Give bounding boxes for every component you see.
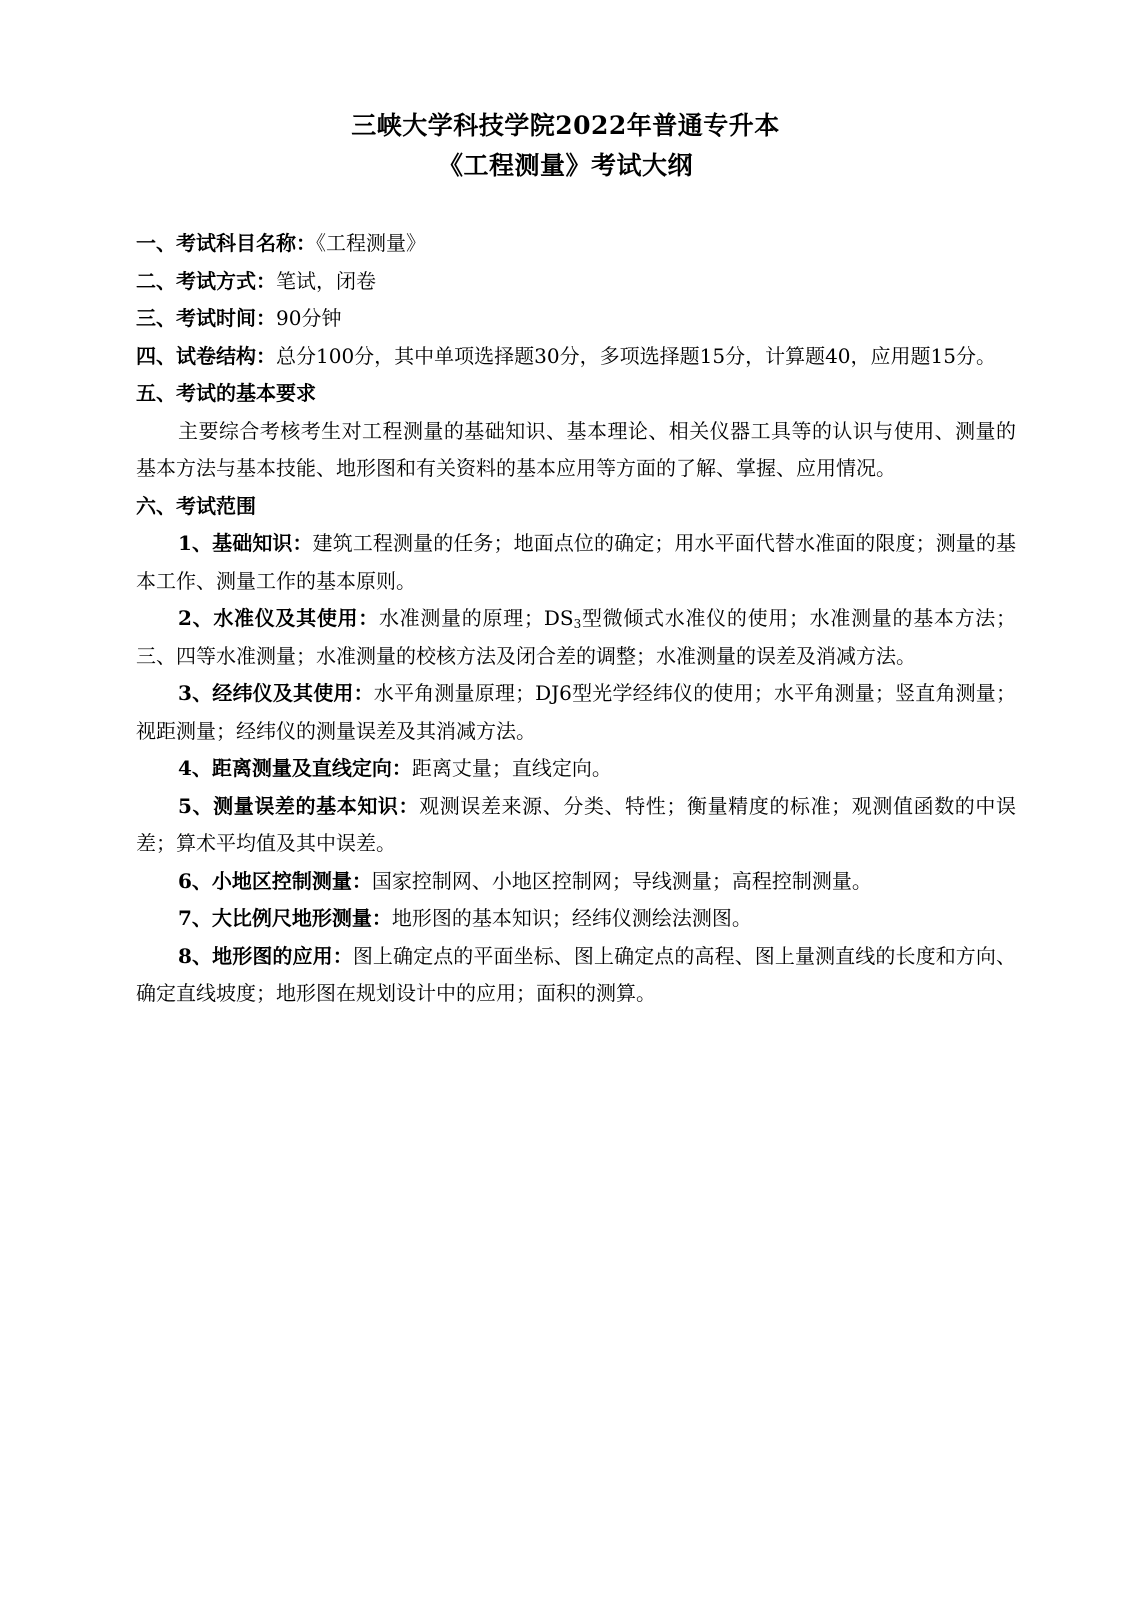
scope-section-5 <box>136 788 1016 863</box>
item-structure-label: 四、试卷结构： <box>136 343 276 368</box>
item-method-value: 笔试，闭卷 <box>276 268 376 293</box>
scope-section-6 <box>136 863 1016 901</box>
item-subject-label: 一、考试科目名称： <box>136 231 316 255</box>
scope-section-text: 图上确定点的平面坐标、图上确定点的高程、图上量测直线的长度和方向、确定直线坡度；地形图在规划设计中的应用；面积的测算。 <box>136 943 1016 1005</box>
scope-section-label: 6、小地区控制测量： <box>178 868 372 893</box>
scope-section-text: 地形图的基本知识；经纬仪测绘法测图。 <box>391 906 752 930</box>
document-body <box>136 225 1016 1013</box>
document-title <box>0 106 1131 186</box>
item-structure <box>136 338 1016 376</box>
ds-subscript: 3 <box>573 617 582 631</box>
scope-section-label: 4、距离测量及直线定向： <box>178 756 412 780</box>
scope-section-label: 8、地形图的应用： <box>178 943 353 968</box>
scope-section-3 <box>136 675 1016 750</box>
scope-section-label: 1、基础知识： <box>178 531 313 555</box>
requirements-text: 主要综合考核考生对工程测量的基础知识、基本理论、相关仪器工具等的认识与使用、测量的基本方法与基本技能、地形图和有关资料的基本应用等方面的了解、掌握、应用情况。 <box>136 418 1016 480</box>
scope-section-text: 距离丈量；直线定向。 <box>411 756 612 780</box>
scope-section-2 <box>136 600 1016 675</box>
item-subject <box>136 225 1016 263</box>
scope-section-text: 建筑工程测量的任务；地面点位的确定；用水平面代替水准面的限度；测量的基本工作、测量工作的基本原则。 <box>136 531 1017 593</box>
scope-section-4 <box>136 750 1016 788</box>
scope-section-text: 水平角测量原理；DJ6型光学经纬仪的使用；水平角测量；竖直角测量；视距测量；经纬仪的测量误差及其消减方法。 <box>136 681 1016 743</box>
item-time-label: 三、考试时间： <box>136 306 276 330</box>
item-time <box>136 300 1016 338</box>
scope-section-8 <box>136 938 1016 1013</box>
scope-section-text: 水准测量的原理；DS <box>378 606 574 630</box>
scope-section-label: 7、大比例尺地形测量： <box>178 906 392 930</box>
title-line-2: 《工程测量》考试大纲 <box>437 151 693 180</box>
scope-heading: 六、考试范围 <box>136 493 256 518</box>
scope-section-text-cont: 型微倾式水准仪的使用；水准测量的基本方法；三、四等水准测量；水准测量的校核方法及闭合差的调整；水准测量的误差及消减方法。 <box>136 606 1016 668</box>
item-method-label: 二、考试方式： <box>136 268 276 293</box>
item-structure-value: 总分100分，其中单项选择题30分，多项选择题15分，计算题40，应用题15分。 <box>276 343 996 368</box>
scope-section-1 <box>136 525 1016 600</box>
requirements-heading: 五、考试的基本要求 <box>136 381 316 405</box>
scope-section-label: 3、经纬仪及其使用： <box>178 681 374 705</box>
scope-section-7 <box>136 900 1016 938</box>
item-method <box>136 263 1016 301</box>
scope-section-label: 5、测量误差的基本知识： <box>178 793 420 818</box>
scope-section-text: 观测误差来源、分类、特性；衡量精度的标准；观测值函数的中误差；算术平均值及其中误差。 <box>136 793 1016 855</box>
scope-section-text: 国家控制网、小地区控制网；导线测量；高程控制测量。 <box>371 868 872 893</box>
scope-section-label: 2、水准仪及其使用： <box>178 606 379 630</box>
title-line-1: 三峡大学科技学院2022年普通专升本 <box>351 111 780 140</box>
item-time-value: 90分钟 <box>276 306 342 330</box>
item-subject-value: 《工程测量》 <box>316 231 426 255</box>
